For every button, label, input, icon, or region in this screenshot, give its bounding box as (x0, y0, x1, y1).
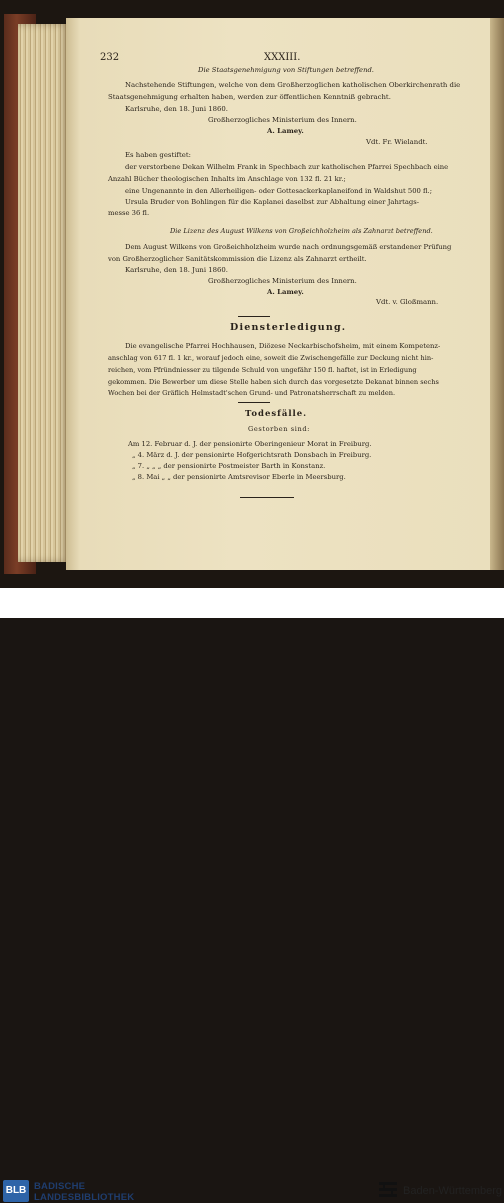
signature: A. Lamey. (267, 127, 304, 135)
death-entry: „ 8. Mai „ „ der pensionirte Amtsrevisor Eberle in Meersburg. (132, 473, 346, 481)
section-divider (238, 402, 270, 403)
death-entry: „ 4. März d. J. der pensionirte Hofgerichtsrath Donsbach in Freiburg. (132, 451, 372, 459)
place-date: Karlsruhe, den 18. Juni 1860. (125, 105, 228, 113)
body-line: Es haben gestiftet: (125, 151, 191, 159)
library-name-line2: LANDESBIBLIOTHEK (34, 1192, 135, 1203)
body-line: Dem August Wilkens von Großeichholzheim wurde nach ordnungsgemäß erstandener Prüfung (125, 243, 452, 251)
body-line: Staatsgenehmigung erhalten haben, werden zur öffentlichen Kenntniß gebracht. (108, 93, 391, 101)
footer-bar (0, 588, 504, 1203)
body-line: anschlag von 617 fl. 1 kr., worauf jedoch eine, soweit die Zwischengefälle zur Deckung nicht hin- (108, 354, 434, 362)
death-entry: Am 12. Februar d. J. der pensionirte Oberingenieur Morat in Freiburg. (128, 440, 372, 448)
countersignature: Vdt. Fr. Wielandt. (366, 138, 428, 146)
scanned-book-spread (0, 0, 504, 588)
library-name-line1: BADISCHE (34, 1181, 86, 1192)
next-page-edge (490, 18, 504, 570)
state-name: Baden-Württemberg (403, 1185, 503, 1197)
body-line: der verstorbene Dekan Wilhelm Frank in Spechbach zur katholischen Pfarrei Spechbach eine (125, 163, 449, 171)
body-line: gekommen. Die Bewerber um diese Stelle haben sich durch das vorgesetzte Dekanat binnen sechs (108, 378, 439, 386)
ministry-line: Großherzogliches Ministerium des Innern. (208, 277, 357, 285)
subject-heading: Die Staatsgenehmigung von Stiftungen betreffend. (198, 66, 374, 74)
section-divider (238, 316, 270, 317)
subheading: Gestorben sind: (248, 425, 310, 433)
blb-logo[interactable]: BLB (3, 1180, 29, 1202)
ministry-line: Großherzogliches Ministerium des Innern. (208, 116, 357, 124)
section-title: Diensterledigung. (230, 322, 347, 333)
body-line: messe 36 fl. (108, 209, 150, 217)
subject-heading: Die Lizenz des August Wilkens von Großeichholzheim als Zahnarzt betreffend. (170, 227, 433, 235)
body-line: Nachstehende Stiftungen, welche von dem Großherzoglichen katholischen Oberkirchenrath die (125, 81, 461, 89)
signature: A. Lamey. (267, 288, 304, 296)
body-line: Anzahl Bücher theologischen Inhalts im Anschlage von 132 fl. 21 kr.; (108, 175, 346, 183)
death-entry: „ 7. „ „ „ der pensionirte Postmeister Barth in Konstanz. (132, 462, 326, 470)
place-date: Karlsruhe, den 18. Juni 1860. (125, 266, 228, 274)
section-title: Todesfälle. (245, 409, 308, 419)
page-edges (18, 24, 70, 562)
state-coat-of-arms-icon (379, 1180, 397, 1200)
body-line: Ursula Bruder von Bohlingen für die Kaplanei daselbst zur Abhaltung einer Jahrtags- (125, 198, 420, 206)
body-line: Die evangelische Pfarrei Hochhausen, Diözese Neckarbischofsheim, mit einem Kompetenz- (125, 342, 441, 350)
body-line: eine Ungenannte in den Allerheiligen- oder Gottesackerkaplaneifond in Waldshut 500 fl.; (125, 187, 432, 195)
countersignature: Vdt. v. Gloßmann. (376, 298, 439, 306)
page-number: 232 (100, 52, 120, 63)
section-number: XXXIII. (264, 52, 301, 63)
body-line: Wochen bei der Gräflich Helmstadt'schen Grund- und Patronatsherrschaft zu melden. (108, 389, 396, 397)
body-line: reichen, vom Pfründniesser zu tilgende Schuld von ungefähr 150 fl. haftet, ist in Erledigung (108, 366, 417, 374)
end-rule (240, 497, 294, 498)
body-line: von Großherzoglicher Sanitätskommission die Lizenz als Zahnarzt ertheilt. (108, 255, 367, 263)
